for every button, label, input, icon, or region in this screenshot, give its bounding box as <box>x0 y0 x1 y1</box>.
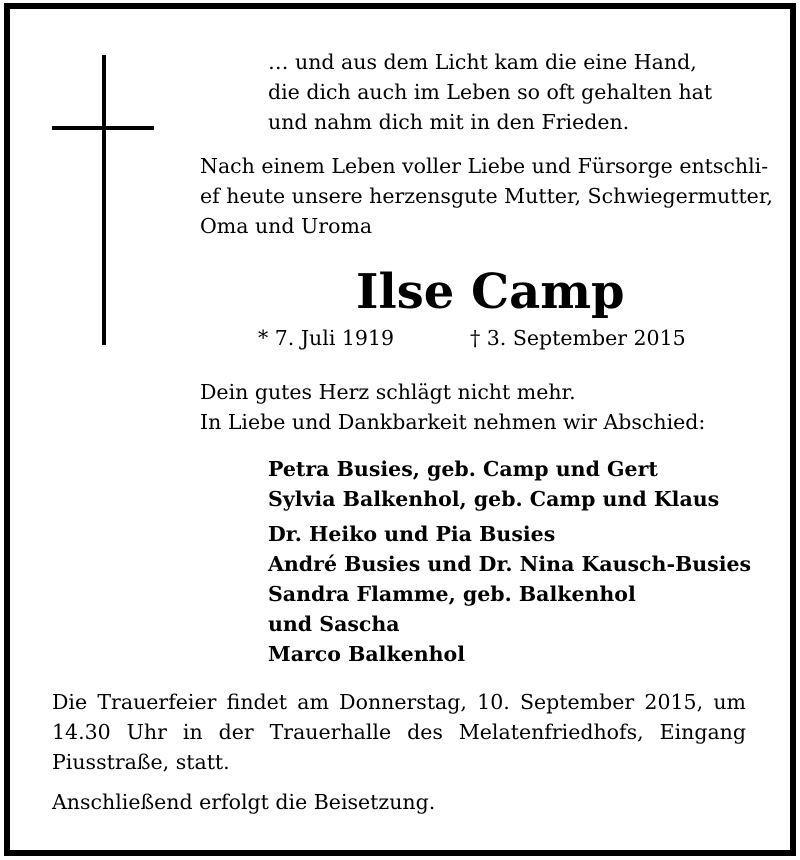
cross-horizontal-bar <box>52 126 154 130</box>
farewell-line: Dein gutes Herz schlägt nicht mehr. <box>200 380 576 404</box>
farewell-line: In Liebe und Dankbarkeit nehmen wir Abschied: <box>200 410 706 434</box>
cross-vertical-bar <box>102 55 106 345</box>
intro-line: Nach einem Leben voller Liebe und Fürsorge entschli- <box>200 154 769 178</box>
poem-line: die dich auch im Leben so oft gehalten hat <box>268 80 713 104</box>
mourner-entry: André Busies und Dr. Nina Kausch-Busies <box>268 552 752 576</box>
intro-line: Oma und Uroma <box>200 214 373 238</box>
intro-line: ef heute unsere herzensgute Mutter, Schwiegermutter, <box>200 184 773 208</box>
ceremony-line: Piusstraße, statt. <box>52 750 230 774</box>
mourner-entry: Sandra Flamme, geb. Balkenhol <box>268 582 636 606</box>
mourner-entry: und Sascha <box>268 612 400 636</box>
mourner-entry: Marco Balkenhol <box>268 642 465 666</box>
birth-date: * 7. Juli 1919 <box>258 326 395 350</box>
deceased-name: Ilse Camp <box>356 264 625 320</box>
burial-note: Anschließend erfolgt die Beisetzung. <box>52 790 436 814</box>
poem-line: … und aus dem Licht kam die eine Hand, <box>268 50 697 74</box>
mourner-entry: Petra Busies, geb. Camp und Gert <box>268 457 658 481</box>
mourner-entry: Sylvia Balkenhol, geb. Camp und Klaus <box>268 487 720 511</box>
poem-line: und nahm dich mit in den Frieden. <box>268 110 630 134</box>
mourner-entry: Dr. Heiko und Pia Busies <box>268 522 556 546</box>
death-date: † 3. September 2015 <box>470 326 686 350</box>
ceremony-line: Die Trauerfeier findet am Donnerstag, 10. September 2015, um <box>52 690 746 714</box>
ceremony-line: 14.30 Uhr in der Trauerhalle des Melatenfriedhofs, Eingang <box>52 720 746 744</box>
